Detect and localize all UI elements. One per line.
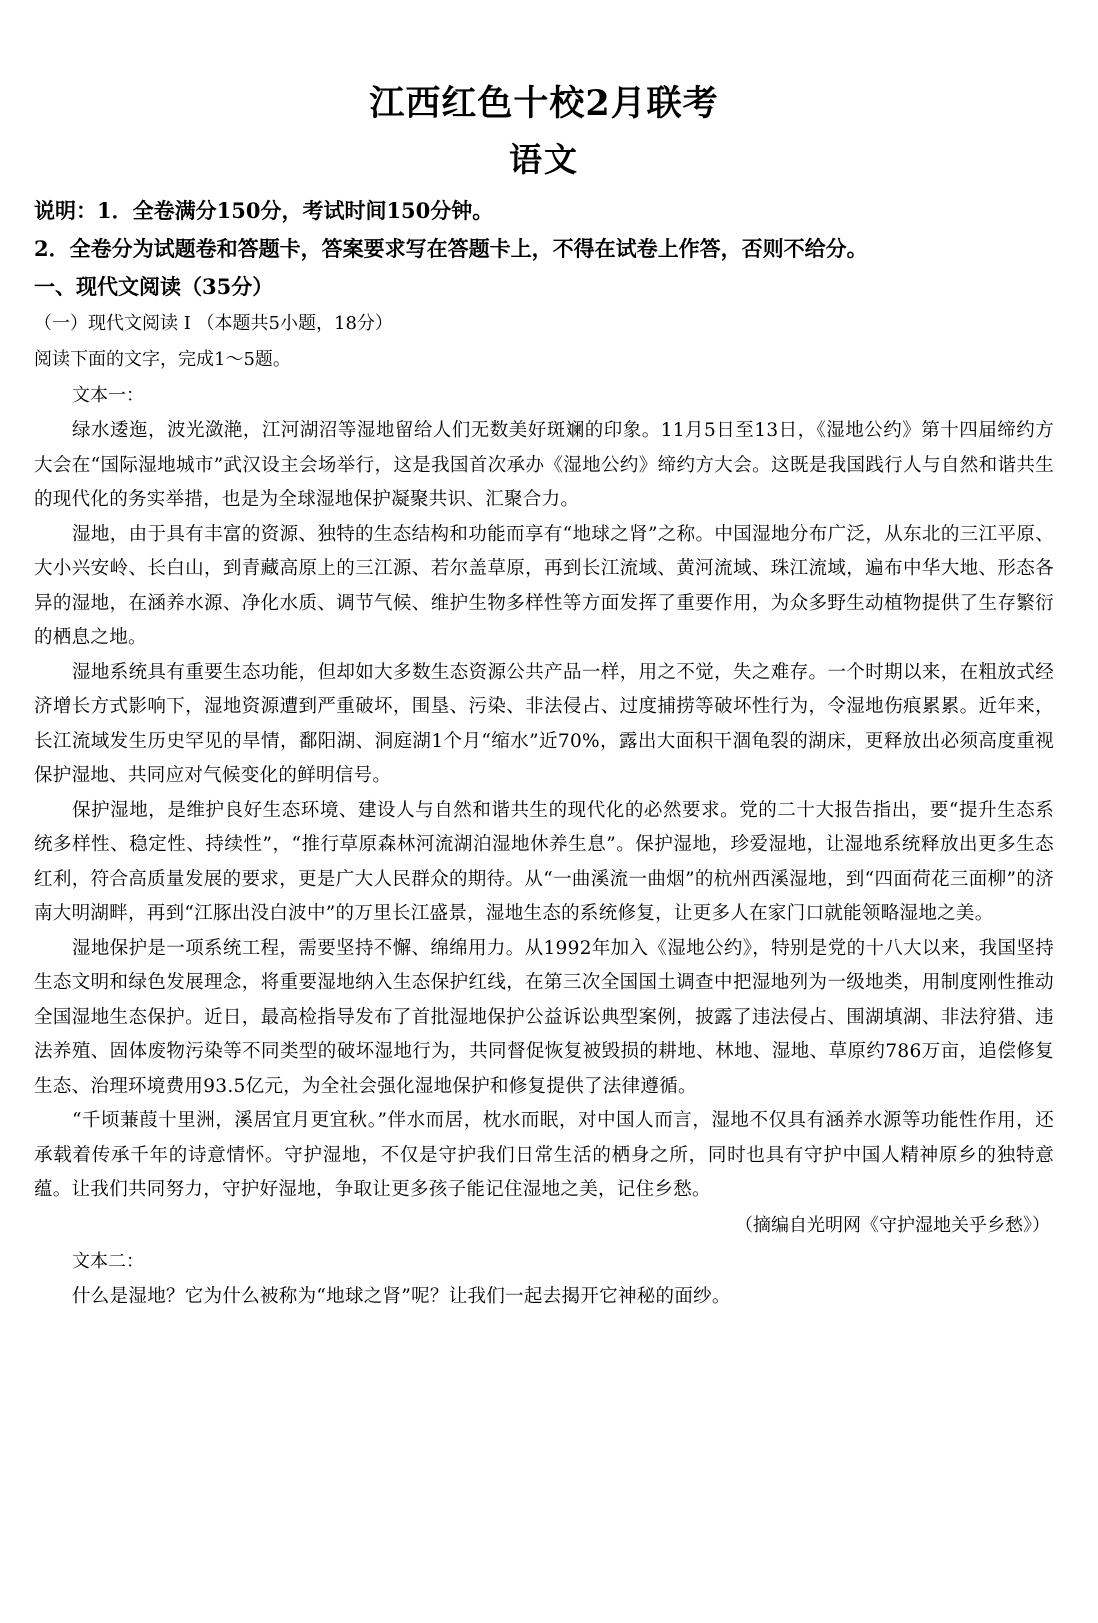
- text-one-label: 文本一：: [72, 385, 144, 406]
- text-one-paragraph: 湿地保护是一项系统工程，需要坚持不懈、绵绵用力。从1992年加入《湿地公约》，特别是党的十八大以来，我国坚持生态文明和绿色发展理念，将重要湿地纳入生态保护红线，在第三次全国国土调查中把湿地列为一级地类，用制度刚性推动全国湿地生态保护。近日，最高检指导发布了首批湿地保护公益诉讼典型案例，披露了违法侵占、围湖填湖、非法狩猎、违法养殖、固体废物污染等不同类型的破坏湿地行为，共同督促恢复被毁损的耕地、林地、湿地、草原约786万亩，追偿修复生态、治理环境费用93.5亿元，为全社会强化湿地保护和修复提供了法律遵循。: [34, 937, 1054, 1097]
- section-subheading: （一）现代文阅读 I （本题共5小题，18分）: [34, 313, 393, 334]
- text-one-paragraph: 绿水逶迤，波光潋滟，江河湖沼等湿地留给人们无数美好斑斓的印象。11月5日至13日，《湿地公约》第十四届缔约方大会在“国际湿地城市”武汉设主会场举行，这是我国首次承办《湿地公约》缔约方大会。这既是我国践行人与自然和谐共生的现代化的务实举措，也是为全球湿地保护凝聚共识、汇聚合力。: [34, 420, 1054, 510]
- exam-title: 江西红色十校2月联考: [369, 83, 719, 124]
- text-one-paragraph: 保护湿地，是维护良好生态环境、建设人与自然和谐共生的现代化的必然要求。党的二十大报告指出，要“提升生态系统多样性、稳定性、持续性”，“推行草原森林河流湖泊湿地休养生息”。保护湿地，珍爱湿地，让湿地系统释放出更多生态红利，符合高质量发展的要求，更是广大人民群众的期待。从“一曲溪流一曲烟”的杭州西溪湿地，到“四面荷花三面柳”的济南大明湖畔，再到“江豚出没白波中”的万里长江盛景，湿地生态的系统修复，让更多人在家门口就能领略湿地之美。: [34, 799, 1054, 924]
- section-heading: 一、现代文阅读（35分）: [34, 274, 274, 299]
- text-one-source: （摘编自光明网《守护湿地关乎乡愁》）: [735, 1214, 1050, 1236]
- instruction-line-2: 2．全卷分为试题卷和答题卡，答案要求写在答题卡上，不得在试卷上作答，否则不给分。: [34, 236, 868, 261]
- text-one-paragraph: 湿地系统具有重要生态功能，但却如大多数生态资源公共产品一样，用之不觉，失之难存。一个时期以来，在粗放式经济增长方式影响下，湿地资源遭到严重破坏，围垦、污染、非法侵占、过度捕捞等破坏性行为，令湿地伤痕累累。近年来，长江流域发生历史罕见的旱情，鄱阳湖、洞庭湖1个月“缩水”近70%，露出大面积干涸龟裂的湖床，更释放出必须高度重视保护湿地、共同应对气候变化的鲜明信号。: [34, 661, 1054, 786]
- text-one-paragraph: 湿地，由于具有丰富的资源、独特的生态结构和功能而享有“地球之肾”之称。中国湿地分布广泛，从东北的三江平原、大小兴安岭、长白山，到青藏高原上的三江源、若尔盖草原，再到长江流域、黄河流域、珠江流域，遍布中华大地、形态各异的湿地，在涵养水源、净化水质、调节气候、维护生物多样性等方面发挥了重要作用，为众多野生动植物提供了生存繁衍的栖息之地。: [34, 523, 1054, 648]
- text-two-paragraph: 什么是湿地？它为什么被称为“地球之肾”呢？让我们一起去揭开它神秘的面纱。: [72, 1285, 731, 1307]
- text-two-label: 文本二：: [72, 1250, 144, 1272]
- text-one-paragraph: “千顷蒹葭十里洲，溪居宜月更宜秋。”伴水而居，枕水而眠，对中国人而言，湿地不仅具有涵养水源等功能性作用，还承载着传承千年的诗意情怀。守护湿地，不仅是守护我们日常生活的栖身之所，同时也具有守护中国人精神原乡的独特意蕴。让我们共同努力，守护好湿地，争取让更多孩子能记住湿地之美，记住乡愁。: [34, 1110, 1054, 1200]
- instruction-line-1: 说明：1．全卷满分150分，考试时间150分钟。: [34, 198, 494, 223]
- reading-direction: 阅读下面的文字，完成1～5题。: [34, 349, 291, 370]
- subject-title: 语文: [509, 140, 579, 179]
